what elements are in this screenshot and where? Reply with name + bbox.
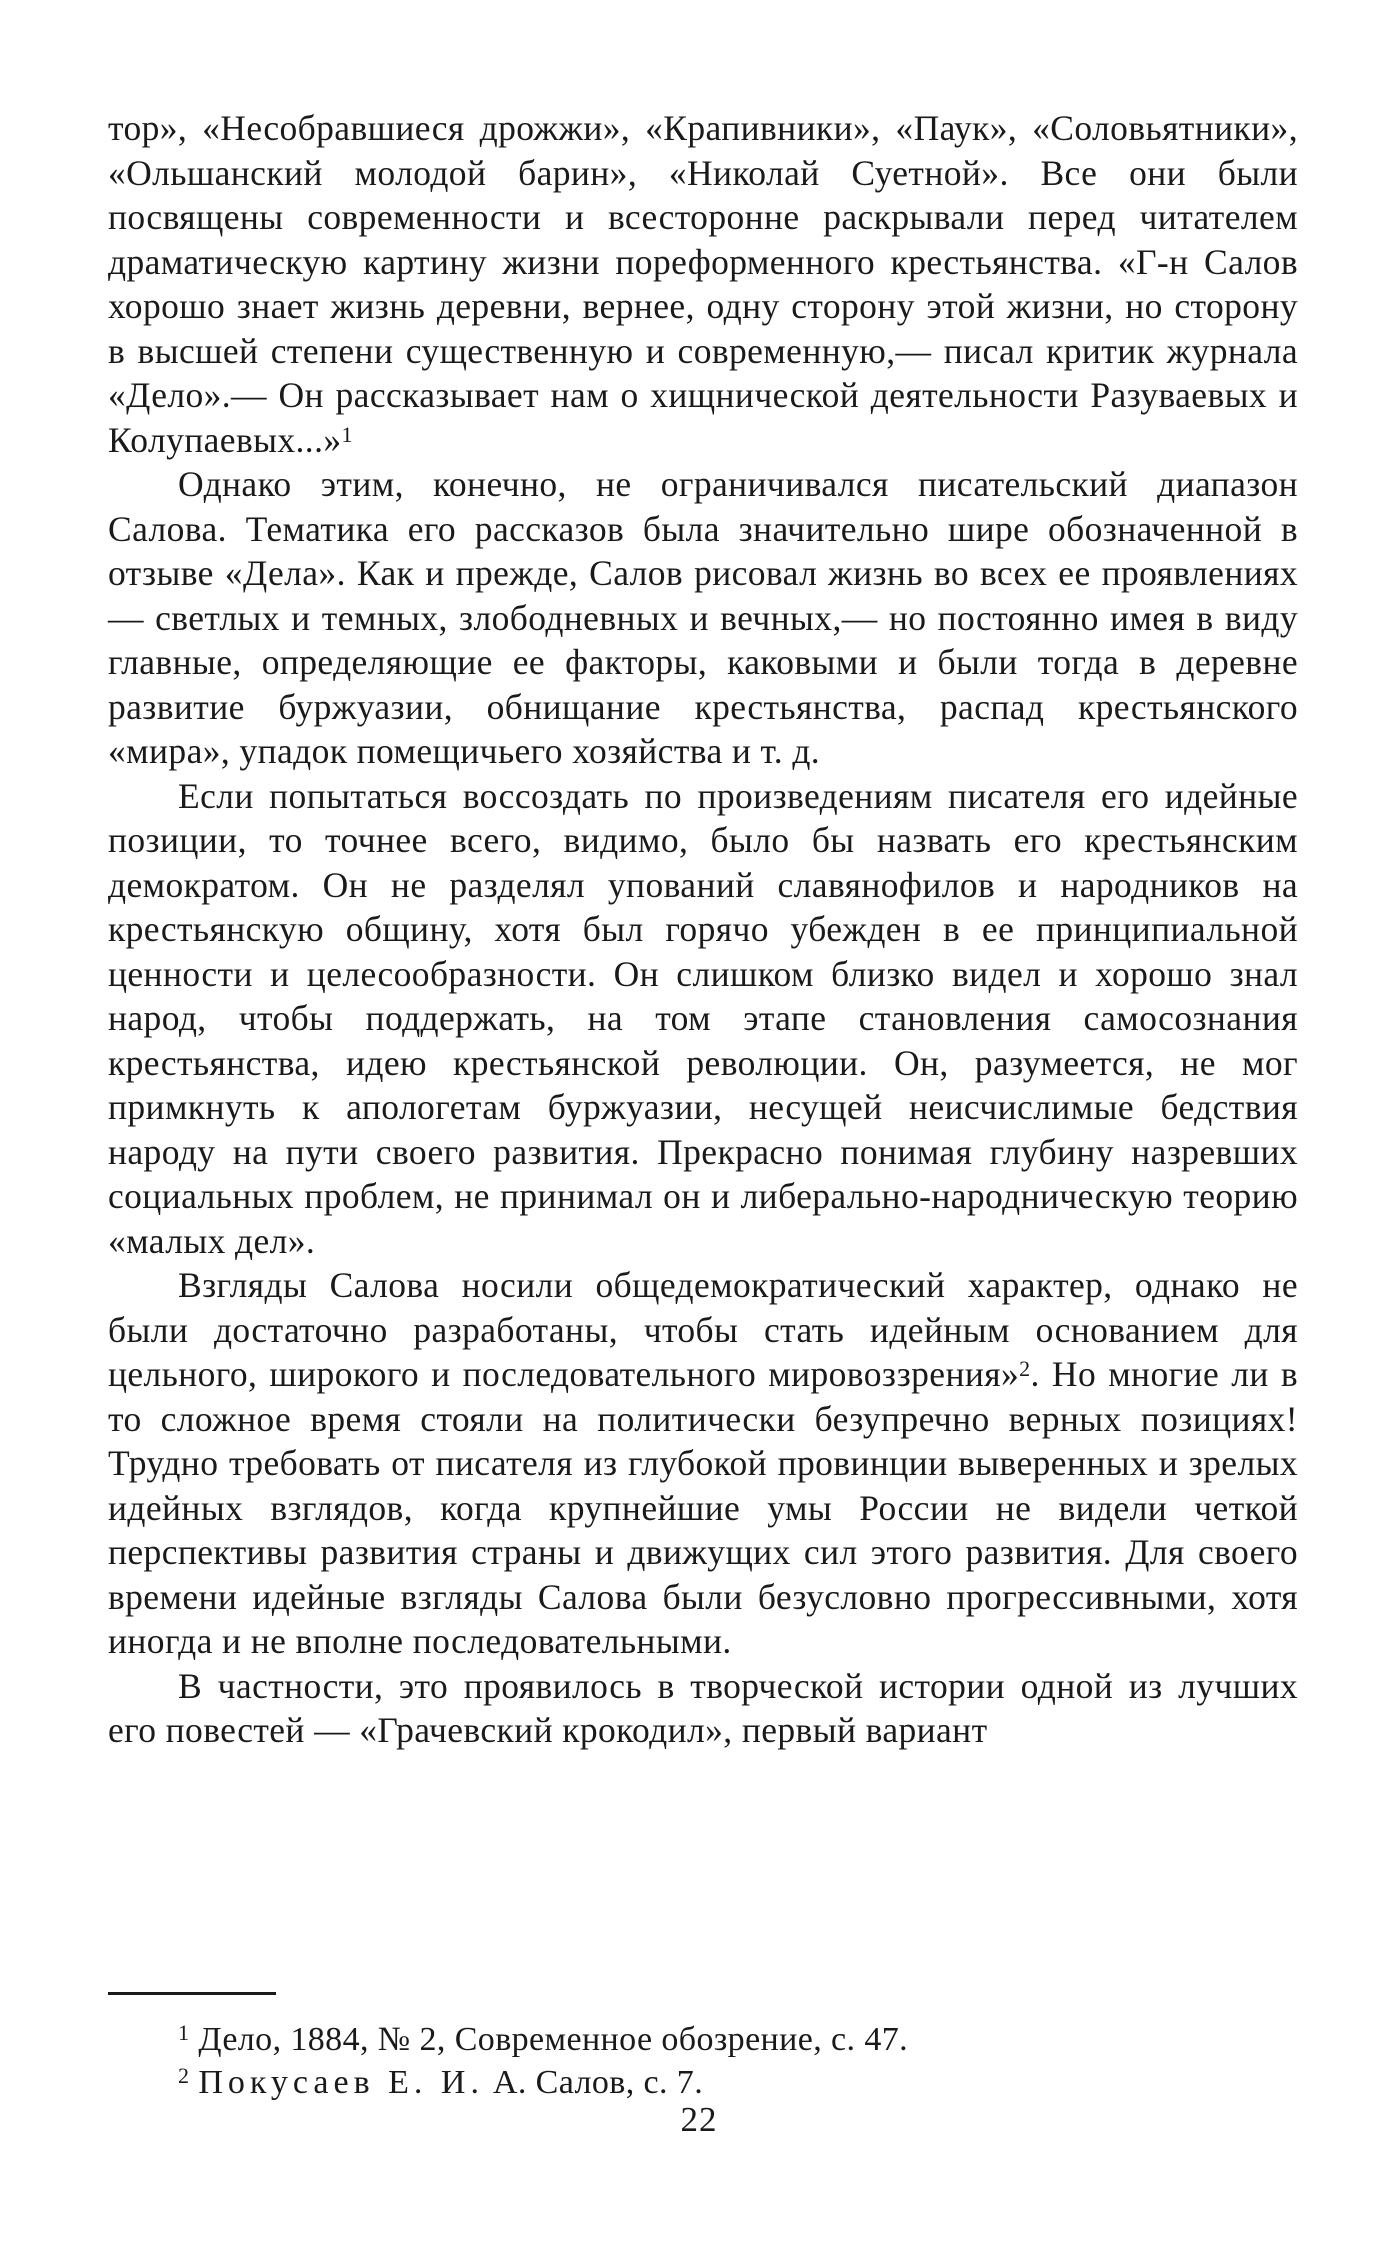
footnote-1-text: Дело, 1884, № 2, Современное обозрение, с. 47. xyxy=(198,2021,909,2058)
footnote-1-mark: 1 xyxy=(178,2020,190,2045)
paragraph-5: В частности, это проявилось в творческой истории одной из лучших его повестей — «Грачевский крокодил», первый вариант xyxy=(108,1665,1298,1750)
footnotes xyxy=(178,2018,1278,2104)
paragraph-4: Взгляды Салова носили общедемократический характер, однако не были достаточно разработаны, чтобы стать идейным основанием для цельного, широкого и последовательного мировоззрения»$^2$. Но многие ли в то сложное время стояли на политически безупречно верных позициях! Трудно требовать от писателя из глубокой провинции выверенных и зрелых идейных взглядов, когда крупнейшие умы России не видели четкой перспективы развития страны и движущих сил этого развития. Для своего времени идейные взгляды Салова были безусловно прогрессивными, хотя иногда и не вполне последовательными. xyxy=(108,1265,1298,1661)
footnote-ref-2: 2 xyxy=(1019,1356,1031,1381)
footnote-ref-1: 1 xyxy=(341,421,353,447)
footnote-2 xyxy=(178,2061,1278,2104)
paragraph-1 xyxy=(108,106,1298,462)
footnote-2-author: Покусаев Е. И. xyxy=(198,2064,484,2101)
main-text xyxy=(108,106,1298,1753)
paragraph-4-text-a: Взгляды Салова носили общедемократический характер, однако не были достаточно разработаны, чтобы стать идейным основанием для цельного, широкого и последовательного мировоззрения» xyxy=(108,1265,1298,1394)
paragraph-3: Если попытаться воссоздать по произведениям писателя его идейные позиции, то точнее всего, видимо, было бы назвать его крестьянским демократом. Он не разделял упований славянофилов и народников на крестьянскую общину, хотя был горячо убежден в ее принципиальной ценности и целесообразности. Он слишком близко видел и хорошо знал народ, чтобы поддержать, на том этапе становления самосознания крестьянства, идею крестьянской революции. Он, разумеется, не мог примкнуть к апологетам буржуазии, несущей неисчислимые бедствия народу на пути своего развития. Прекрасно понимая глубину назревших социальных проблем, не принимал он и либерально-народническую теорию «малых дел». xyxy=(108,775,1298,1261)
paragraph-4-text-b: Но многие ли в то сложное время стояли на политически безупречно верных позициях! Трудно требовать от писателя из глубокой провинции выверенных и зрелых идейных взглядов, когда крупнейшие умы России не видели четкой перспективы развития страны и движущих сил этого развития. Для своего времени идейные взгляды Салова были безусловно прогрессивными, хотя иногда и не вполне последовательными. xyxy=(108,1354,1298,1661)
footnote-1 xyxy=(178,2018,1278,2061)
footnote-2-text: А. Салов, с. 7. xyxy=(492,2064,704,2101)
paragraph-1-text: тор», «Несобравшиеся дрожжи», «Крапивники», «Паук», «Соловьятники», «Ольшанский молодой барин», «Николай Суетной». Все они были посвящены современности и всесторонне раскрывали перед читателем драматическую картину жизни пореформенного крестьянства. «Г-н Салов хорошо знает жизнь деревни, вернее, одну сторону этой жизни, но сторону в высшей степени существенную и современную,— писал критик журнала «Дело».— Он рассказывает нам о хищнической деятельности Разуваевых и Колупаевых...» xyxy=(108,108,1298,460)
footnote-2-mark: 2 xyxy=(178,2063,190,2088)
paragraph-2: Однако этим, конечно, не ограничивался писательский диапазон Салова. Тематика его рассказов была значительно шире обозначенной в отзыве «Дела». Как и прежде, Салов рисовал жизнь во всех ее проявлениях — светлых и темных, злободневных и вечных,— но постоянно имея в виду главные, определяющие ее факторы, каковыми и были тогда в деревне развитие буржуазии, обнищание крестьянства, распад крестьянского «мира», упадок помещичьего хозяйства и т. д. xyxy=(108,464,1298,771)
page-number: 22 xyxy=(680,2100,718,2139)
footnote-divider xyxy=(108,1992,276,1995)
